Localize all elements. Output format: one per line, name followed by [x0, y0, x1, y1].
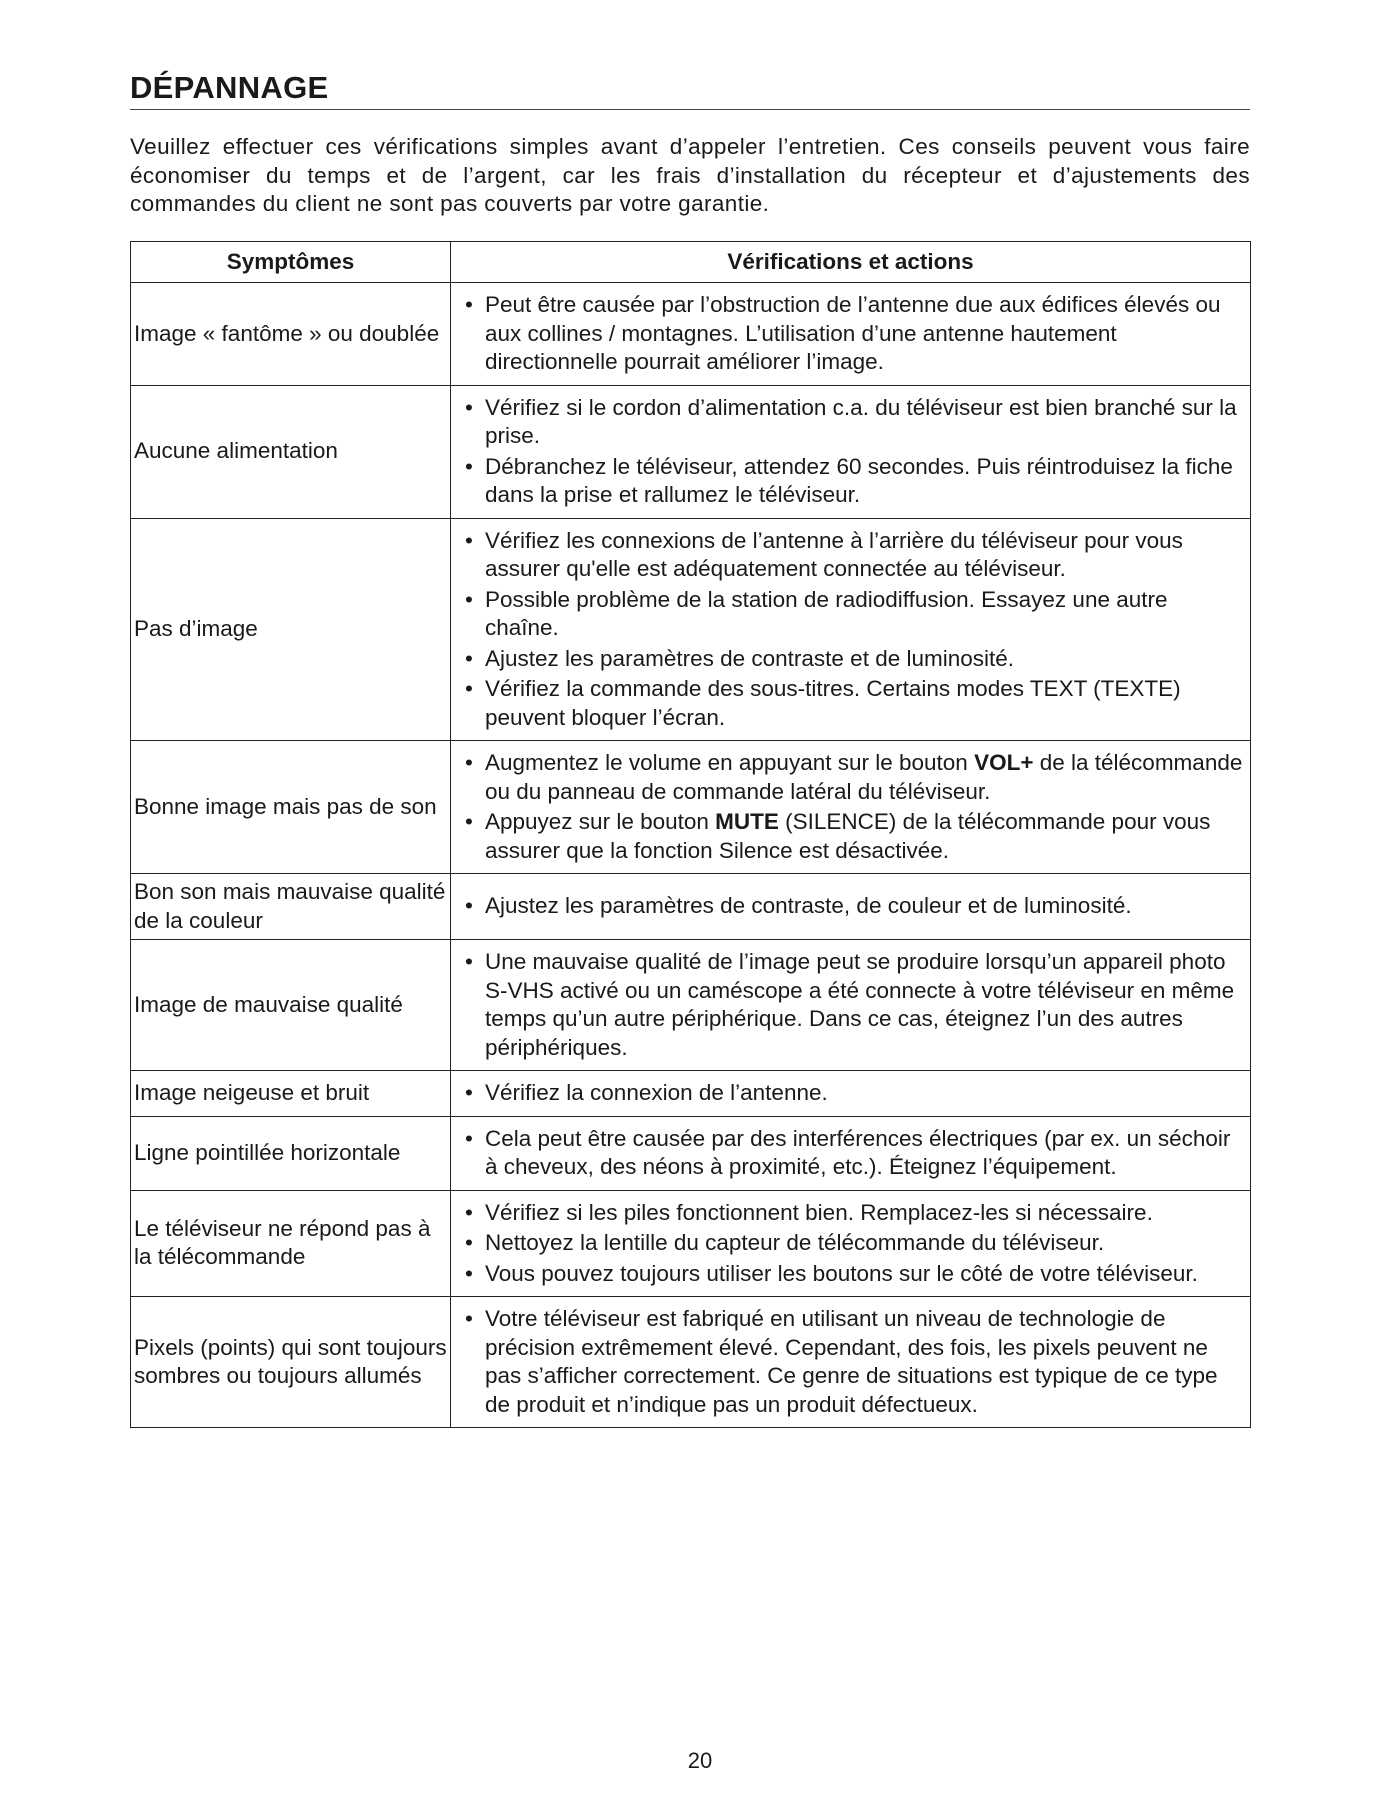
table-row	[131, 874, 1251, 940]
troubleshooting-table	[130, 241, 1251, 1428]
actions-cell	[451, 874, 1251, 940]
action-item: • Cela peut être causée par des interférences électriques (par ex. un séchoir à cheveux, des néons à proximité, etc.). Éteignez l’équipement.	[463, 1125, 1244, 1182]
actions-list	[463, 394, 1244, 510]
actions-cell	[451, 940, 1251, 1071]
action-item: • Possible problème de la station de radiodiffusion. Essayez une autre chaîne.	[463, 586, 1244, 643]
header-actions: Vérifications et actions	[451, 242, 1251, 283]
action-item: • Vérifiez si le cordon d’alimentation c.a. du téléviseur est bien branché sur la prise.	[463, 394, 1244, 451]
symptom-cell: Bonne image mais pas de son	[131, 741, 451, 874]
table-header-row	[131, 242, 1251, 283]
action-item: • Ajustez les paramètres de contraste, de couleur et de luminosité.	[463, 892, 1244, 921]
button-name-emphasis: MUTE	[715, 809, 779, 834]
page-title: DÉPANNAGE	[130, 70, 329, 105]
intro-paragraph: Veuillez effectuer ces vérifications simples avant d’appeler l’entretien. Ces conseils peuvent vous faire économiser du temps et de l’argent, car les frais d’installation du récepteur et d’ajustements des commandes du client ne sont pas couverts par votre garantie.	[130, 134, 1250, 216]
actions-list	[463, 1079, 1244, 1108]
action-text: (SILENCE) de la télécommande pour vous assurer que la fonction Silence est désactivée.	[485, 809, 1211, 863]
table-row	[131, 940, 1251, 1071]
action-item: • Votre téléviseur est fabriqué en utilisant un niveau de technologie de précision extrêmement élevé. Cependant, des fois, les pixels peuvent ne pas s’afficher correctement. Ce genre de situations est typique de ce type de produit et n’indique pas un produit défectueux.	[463, 1305, 1244, 1419]
table-row	[131, 283, 1251, 386]
table-row	[131, 385, 1251, 518]
actions-cell	[451, 1116, 1251, 1190]
action-item: • Peut être causée par l’obstruction de l’antenne due aux édifices élevés ou aux collines / montagnes. L’utilisation d’une antenne hautement directionnelle pourrait améliorer l’image.	[463, 291, 1244, 377]
action-item: • Vérifiez si les piles fonctionnent bien. Remplacez-les si nécessaire.	[463, 1199, 1244, 1228]
table-row	[131, 1071, 1251, 1117]
symptom-cell: Le téléviseur ne répond pas à la télécommande	[131, 1190, 451, 1297]
table-row	[131, 518, 1251, 741]
actions-list	[463, 527, 1244, 733]
table-row	[131, 741, 1251, 874]
action-item: • Ajustez les paramètres de contraste et de luminosité.	[463, 645, 1244, 674]
symptom-cell: Ligne pointillée horizontale	[131, 1116, 451, 1190]
action-text: Appuyez sur le bouton	[485, 809, 716, 834]
actions-cell	[451, 1071, 1251, 1117]
actions-cell	[451, 283, 1251, 386]
actions-list	[463, 1199, 1244, 1289]
symptom-cell: Image de mauvaise qualité	[131, 940, 451, 1071]
table-row	[131, 1297, 1251, 1428]
button-name-emphasis: VOL+	[974, 750, 1034, 775]
symptom-cell: Image neigeuse et bruit	[131, 1071, 451, 1117]
action-item: • Nettoyez la lentille du capteur de télécommande du téléviseur.	[463, 1229, 1244, 1258]
symptom-cell: Pas d’image	[131, 518, 451, 741]
page-number: 20	[687, 1748, 713, 1773]
symptom-cell: Image « fantôme » ou doublée	[131, 283, 451, 386]
actions-cell	[451, 518, 1251, 741]
actions-list	[463, 1305, 1244, 1419]
table-row	[131, 1116, 1251, 1190]
action-item: • Vous pouvez toujours utiliser les boutons sur le côté de votre téléviseur.	[463, 1260, 1244, 1289]
table-body	[131, 283, 1251, 1428]
action-item: • Vérifiez les connexions de l’antenne à l’arrière du téléviseur pour vous assurer qu'elle est adéquatement connectée au téléviseur.	[463, 527, 1244, 584]
actions-list	[463, 291, 1244, 377]
actions-cell	[451, 1297, 1251, 1428]
actions-list	[463, 749, 1244, 865]
action-item	[463, 808, 1244, 865]
actions-list	[463, 1125, 1244, 1182]
table-row	[131, 1190, 1251, 1297]
action-item: • Une mauvaise qualité de l’image peut se produire lorsqu’un appareil photo S-VHS activé ou un caméscope a été connecte à votre téléviseur en même temps qu’un autre périphérique. Dans ce cas, éteignez l’un des autres périphériques.	[463, 948, 1244, 1062]
actions-cell	[451, 385, 1251, 518]
symptom-cell: Pixels (points) qui sont toujours sombres ou toujours allumés	[131, 1297, 451, 1428]
symptom-cell: Bon son mais mauvaise qualité de la couleur	[131, 874, 451, 940]
action-text: de la télécommande ou du panneau de commande latéral du téléviseur.	[485, 750, 1243, 804]
symptom-cell: Aucune alimentation	[131, 385, 451, 518]
header-symptoms: Symptômes	[131, 242, 451, 283]
action-text: Augmentez le volume en appuyant sur le bouton	[485, 750, 975, 775]
title-divider	[130, 109, 1250, 110]
actions-cell	[451, 741, 1251, 874]
action-item	[463, 749, 1244, 806]
actions-list	[463, 948, 1244, 1062]
action-item: • Débranchez le téléviseur, attendez 60 secondes. Puis réintroduisez la fiche dans la prise et rallumez le téléviseur.	[463, 453, 1244, 510]
action-item: • Vérifiez la connexion de l’antenne.	[463, 1079, 1244, 1108]
actions-cell	[451, 1190, 1251, 1297]
action-item: • Vérifiez la commande des sous-titres. Certains modes TEXT (TEXTE) peuvent bloquer l’écran.	[463, 675, 1244, 732]
actions-list	[463, 892, 1244, 921]
